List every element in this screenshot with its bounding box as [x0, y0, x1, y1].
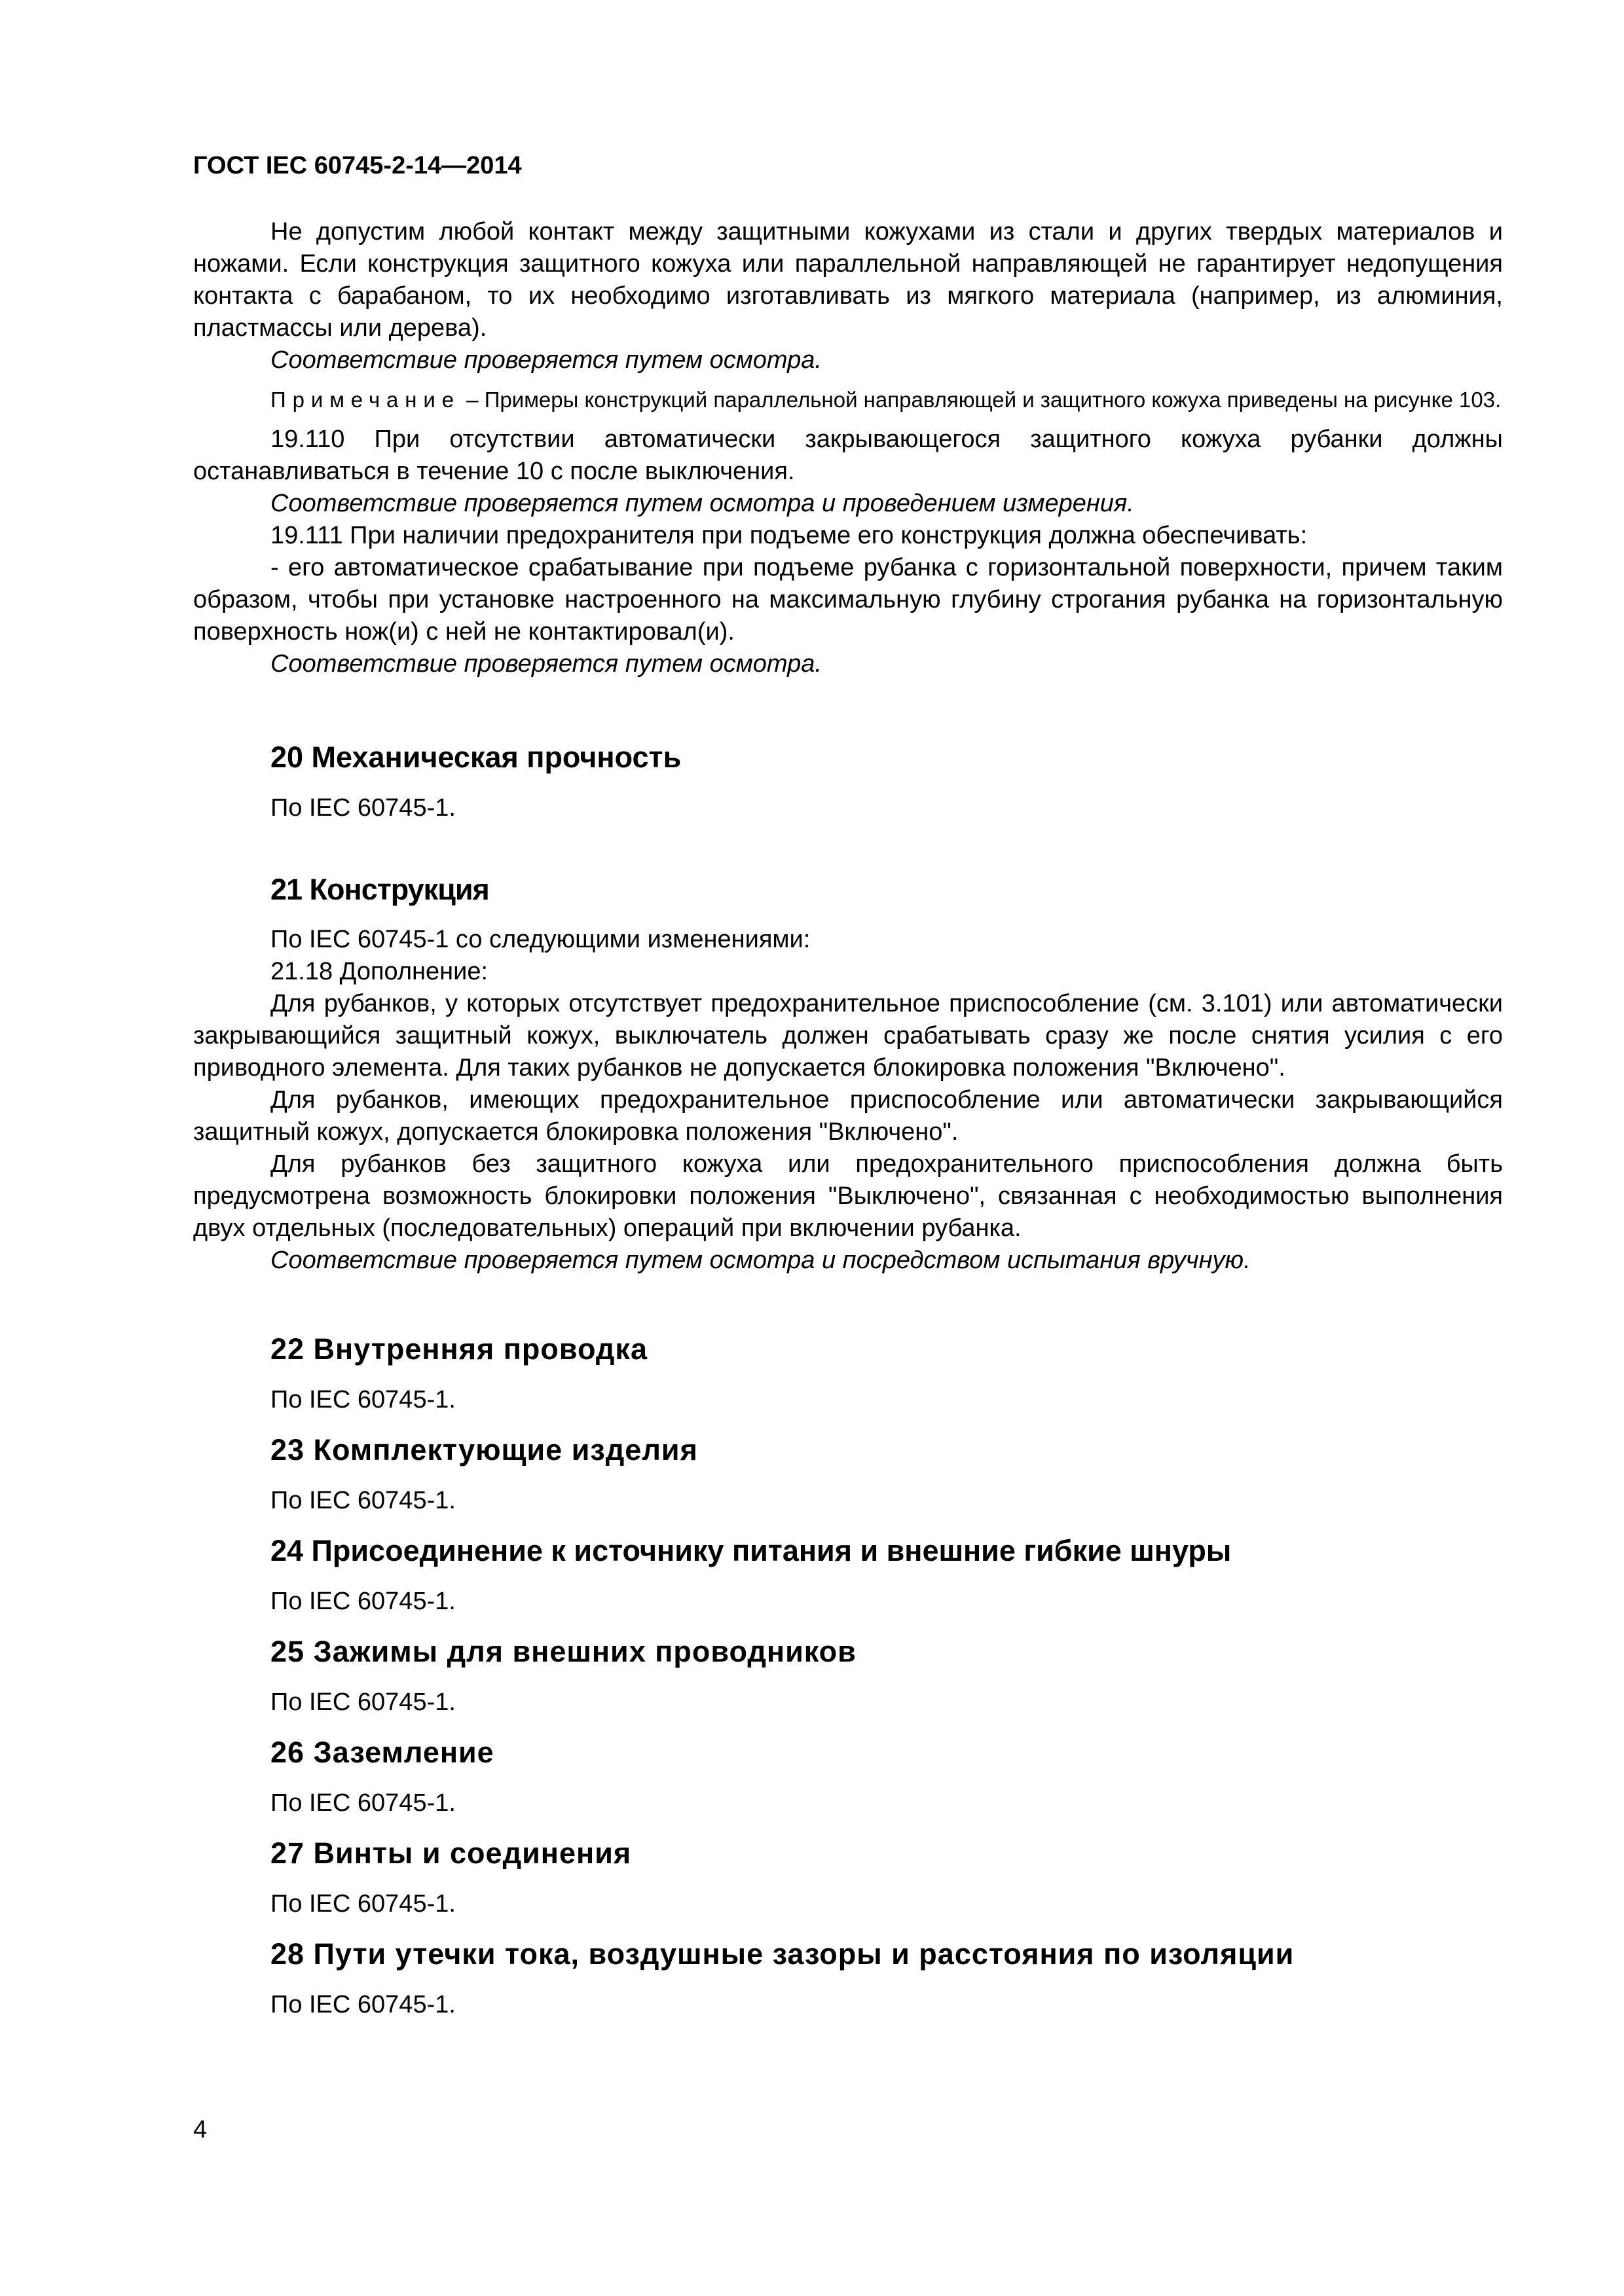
paragraph-19-111-item: - его автоматическое срабатывание при подъеме рубанка с горизонтальной поверхности, причем таким образом, чтобы при установке настроенного на максимальную глубину строгания рубанка на горизонтальную поверхность нож(и) с ней не контактировал(и). — [193, 554, 1503, 646]
section-22-reference: По IEC 60745-1. — [270, 1386, 456, 1413]
paragraph-21-18-1: Для рубанков, у которых отсутствует предохранительное приспособление (см. 3.101) или автоматически закрывающийся защитный кожух, выключатель должен срабатывать сразу же после снятия усилия с его приводного элемента. Для таких рубанков не допускается блокировка положения "Включено". — [193, 990, 1503, 1082]
paragraph-19-110: 19.110 При отсутствии автоматически закрывающегося защитного кожуха рубанки должны останавливаться в течение 10 с после выключения. — [193, 426, 1503, 485]
paragraph-21-18-2: Для рубанков, имеющих предохранительное приспособление или автоматически закрывающийся защитный кожух, допускается блокировка положения "Включено". — [193, 1086, 1503, 1146]
compliance-text: Соответствие проверяется путем осмотра. — [270, 346, 822, 374]
page-number: 4 — [193, 2116, 208, 2143]
section-24-heading: 24 Присоединение к источнику питания и внешние гибкие шнуры — [270, 1534, 1232, 1567]
section-20-reference: По IEC 60745-1. — [270, 794, 456, 822]
paragraph-guard-contact: Не допустим любой контакт между защитными кожухами из стали и других твердых материалов и ножами. Если конструкция защитного кожуха или параллельной направляющей не гарантирует недопущения контакта с барабаном, то их необходимо изготавливать из мягкого материала (например, из алюминия, пластмассы или дерева). — [193, 218, 1503, 342]
section-28-heading: 28 Пути утечки тока, воздушные зазоры и расстояния по изоляции — [270, 1937, 1295, 1971]
section-27-heading: 27 Винты и соединения — [270, 1836, 632, 1870]
section-21-intro: По IEC 60745-1 со следующими изменениями: — [270, 926, 811, 953]
section-28-reference: По IEC 60745-1. — [270, 1991, 456, 2018]
compliance-text: Соответствие проверяется путем осмотра. — [270, 650, 822, 678]
paragraph-21-18-3: Для рубанков без защитного кожуха или предохранительного приспособления должна быть предусмотрена возможность блокировки положения "Выключено", связанная с необходимостью выполнения двух отдельных (последовательных) операций при включении рубанка. — [193, 1150, 1503, 1242]
section-26-reference: По IEC 60745-1. — [270, 1789, 456, 1817]
note-text: – Примеры конструкций параллельной направляющей и защитного кожуха приведены на рисунке 103. — [460, 388, 1502, 412]
section-24-reference: По IEC 60745-1. — [270, 1588, 456, 1615]
section-23-heading: 23 Комплектующие изделия — [270, 1433, 698, 1467]
note-label: Примечание — [270, 388, 461, 412]
section-21-heading: 21 Конструкция — [270, 873, 489, 906]
section-25-heading: 25 Зажимы для внешних проводников — [270, 1635, 857, 1668]
section-26-heading: 26 Заземление — [270, 1736, 494, 1769]
subclause-21-18: 21.18 Дополнение: — [270, 958, 489, 985]
section-21-body — [193, 924, 1503, 1277]
section-22-heading: 22 Внутренняя проводка — [270, 1332, 648, 1366]
section-25-reference: По IEC 60745-1. — [270, 1688, 456, 1716]
note — [193, 386, 1503, 414]
paragraph-19-111: 19.111 При наличии предохранителя при подъеме его конструкция должна обеспечивать: — [270, 522, 1308, 549]
document-page — [193, 0, 1503, 2296]
section-23-reference: По IEC 60745-1. — [270, 1487, 456, 1514]
document-header: ГОСТ IEC 60745-2-14—2014 — [193, 152, 522, 179]
section-27-reference: По IEC 60745-1. — [270, 1890, 456, 1918]
clause-19-continuation — [193, 216, 1503, 680]
compliance-text: Соответствие проверяется путем осмотра и проведением измерения. — [270, 490, 1134, 517]
compliance-text: Соответствие проверяется путем осмотра и посредством испытания вручную. — [270, 1247, 1251, 1274]
section-20-heading: 20 Механическая прочность — [270, 740, 682, 774]
